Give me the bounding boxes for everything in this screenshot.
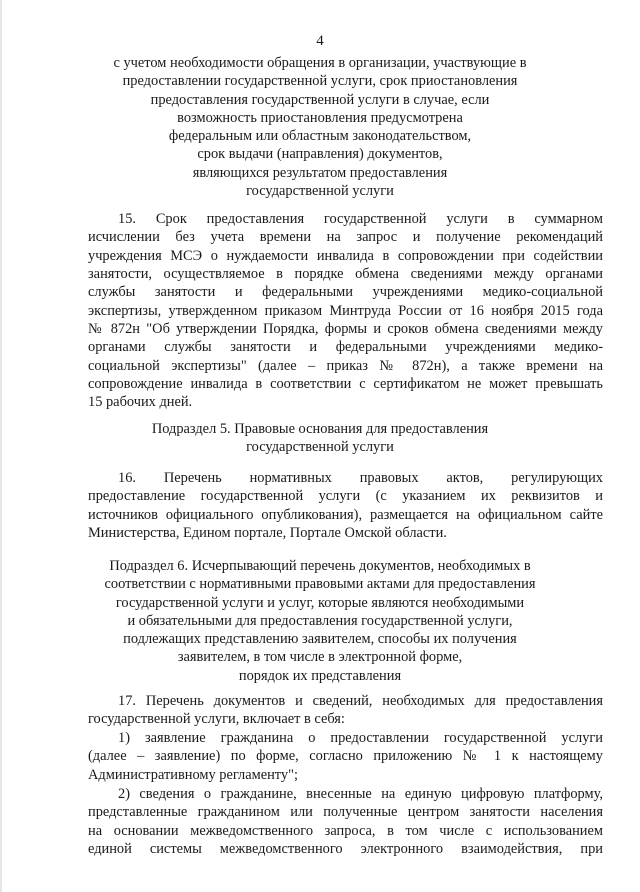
heading-line: срок выдачи (направления) документов,: [197, 146, 443, 163]
paragraph-15: [88, 210, 603, 412]
subsection-5-heading: [80, 420, 560, 457]
paragraph-17-item-2: [88, 785, 603, 858]
paragraph-line: (далее – заявление) по форме, согласно приложению № 1 к настоящему: [88, 748, 603, 765]
heading-line: Подраздел 5. Правовые основания для предоставления: [151, 421, 489, 437]
heading-line: государственной услуги и услуг, которые являются необходимыми: [115, 594, 525, 611]
paragraph-16: [88, 469, 603, 542]
heading-line: соответствии с нормативными правовыми актами для предоставления: [104, 576, 536, 593]
heading-line: предоставлении государственной услуги, срок приостановления: [122, 73, 518, 90]
heading-line: Подраздел 6. Исчерпывающий перечень документов, необходимых в: [109, 558, 531, 574]
paragraph-line: 2) сведения о гражданине, внесенные на единую цифровую платформу,: [118, 786, 603, 802]
paragraph-line: органами службы занятости и федеральными учреждениями медико-: [88, 339, 603, 356]
paragraph-17-item-1: [88, 729, 603, 784]
section-heading-top: [80, 54, 560, 200]
heading-line: являющихся результатом предоставления: [192, 164, 448, 181]
heading-line: федеральным или областным законодательством,: [168, 128, 472, 145]
heading-line: порядок их представления: [238, 667, 402, 684]
paragraph-line: на основании межведомственного запроса, в том числе с использованием: [88, 822, 603, 839]
heading-line: заявителем, в том числе в электронной форме,: [177, 649, 463, 666]
paragraph-line: 17. Перечень документов и сведений, необходимых для предоставления: [118, 693, 603, 709]
paragraph-line: исчислении без учета времени на запрос и получение рекомендаций: [88, 229, 603, 246]
scan-edge: [0, 0, 2, 892]
heading-line: с учетом необходимости обращения в организации, участвующие в: [113, 55, 527, 71]
paragraph-line: источников официального опубликования), размещается на официальном сайте: [88, 506, 603, 523]
heading-line: государственной услуги: [246, 439, 394, 456]
paragraph-line: 1) заявление гражданина о предоставлении государственной услуги: [118, 730, 603, 746]
heading-line: предоставления государственной услуги в случае, если: [150, 91, 490, 108]
paragraph-line: занятости, осуществляемое в порядке обмена сведениями между органами: [88, 266, 603, 283]
paragraph-line: сопровождение инвалида в соответствии с сертификатом не может превышать: [88, 376, 603, 393]
heading-line: подлежащих представлению заявителем, способы их получения: [123, 631, 517, 648]
heading-line: возможность приостановления предусмотрена: [177, 109, 463, 126]
paragraph-line: № 872н "Об утверждении Порядка, формы и сроков обмена сведениями между: [88, 321, 603, 338]
paragraph-line: единой системы межведомственного электронного взаимодействия, при: [88, 841, 603, 858]
paragraph-line: 15. Срок предоставления государственной услуги в суммарном: [118, 211, 603, 227]
page-number: 4: [316, 33, 324, 49]
paragraph-line: Административному регламенту";: [88, 766, 298, 783]
paragraph-line: представленные гражданином или полученные центром занятости населения: [88, 804, 603, 821]
paragraph-line: учреждения МСЭ о нуждаемости инвалида в сопровождении при содействии: [88, 247, 603, 264]
paragraph-line: социальной экспертизы" (далее – приказ № 872н), а также времени на: [88, 357, 603, 374]
heading-line: государственной услуги: [246, 183, 394, 200]
paragraph-17: [88, 692, 603, 729]
paragraph-line: экспертизы, утвержденном приказом Минтруда России от 16 ноября 2015 года: [88, 302, 603, 319]
paragraph-line: 16. Перечень нормативных правовых актов, регулирующих: [118, 470, 603, 486]
paragraph-line: государственной услуги, включает в себя:: [88, 711, 345, 728]
heading-line: и обязательными для предоставления государственной услуги,: [127, 612, 513, 629]
paragraph-line: Министерства, Едином портале, Портале Омской области.: [88, 525, 447, 542]
subsection-6-heading: [80, 557, 560, 685]
paragraph-line: предоставление государственной услуги (с указанием их реквизитов и: [88, 488, 603, 505]
paragraph-line: 15 рабочих дней.: [88, 394, 193, 411]
paragraph-line: службы занятости и федеральными учреждениями медико-социальной: [88, 284, 603, 301]
